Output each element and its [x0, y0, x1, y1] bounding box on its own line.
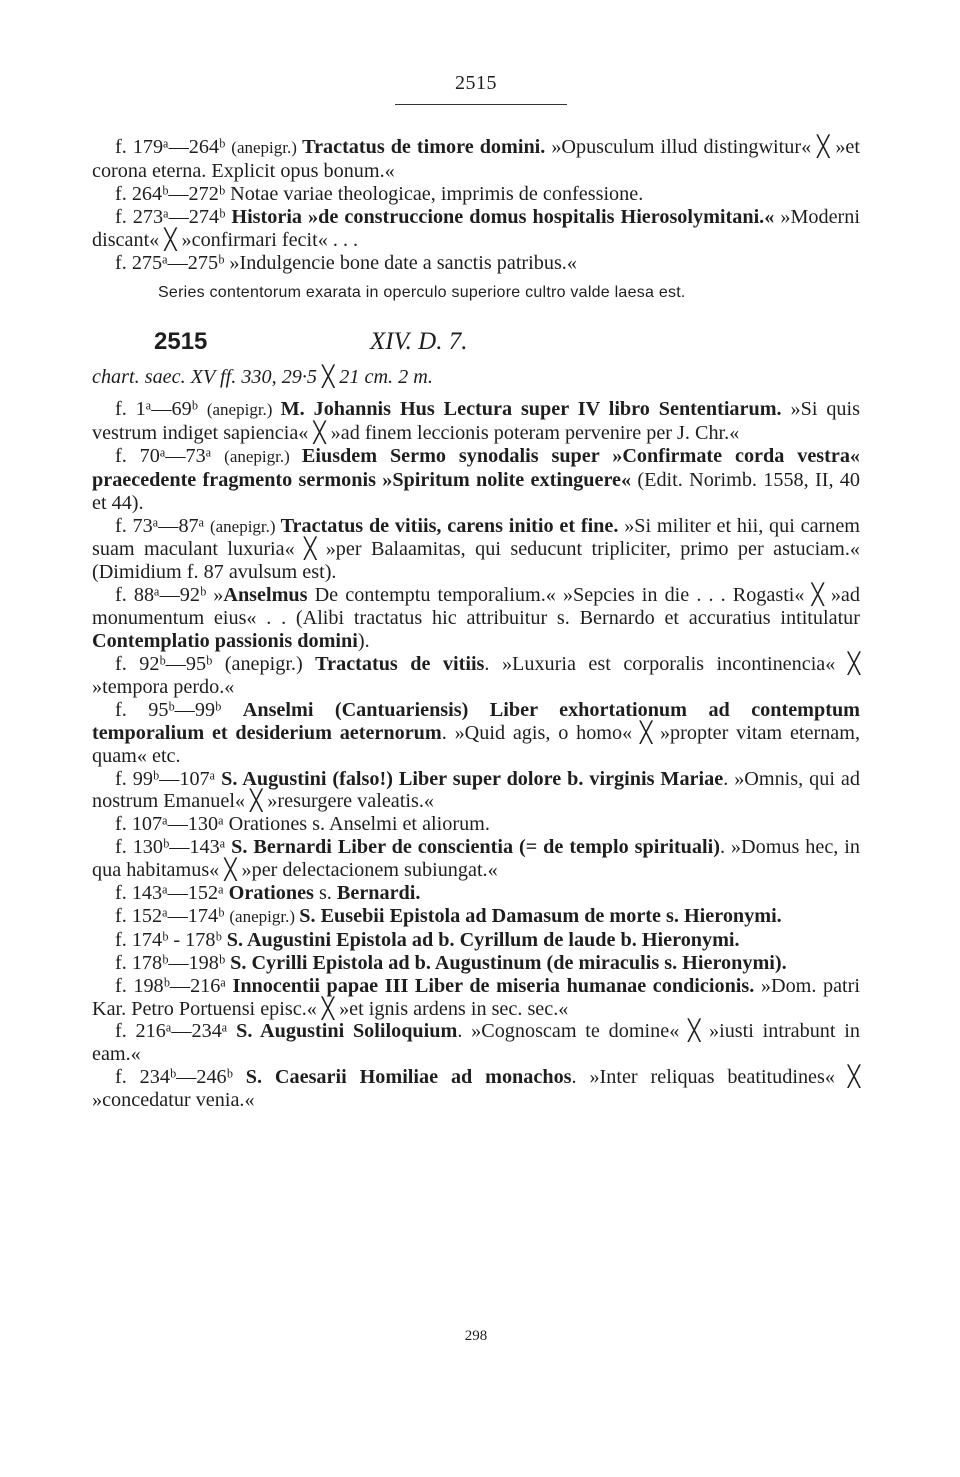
manuscript-signature: XIV. D. 7. [370, 328, 468, 355]
entry-text: f. 275ᵃ—275ᵇ »Indulgencie bone date a sanctis patribus.« [115, 251, 577, 274]
catalogue-entry [92, 445, 860, 515]
entry-text: f. 107ᵃ—130ᵃ Orationes s. Anselmi et aliorum. [115, 813, 490, 836]
entry-text: De contemptu temporalium.« »Sepcies in die . . . Rogasti« ╳ »ad monumentum eius« . . (Alibi tractatus hic attribuitur s. Bernardo et accuratius intitulatur [92, 584, 860, 630]
entry-title: S. Cyrilli Epistola ad b. Augustinum (de miraculis s. Hieronymi). [230, 951, 787, 974]
entry-title: Innocentii papae III Liber de miseria humanae condicionis. [232, 974, 755, 997]
previous-manuscript-contents [92, 136, 860, 274]
catalogue-entry [92, 836, 860, 882]
entry-text: »Si quis vestrum indiget sapiencia« ╳ »ad finem leccionis poteram pervenire per J. Chr.« [92, 398, 860, 444]
head-rule [395, 104, 567, 105]
entry-anepigr: (anepigr.) [229, 906, 300, 926]
manuscript-header [92, 328, 860, 358]
entry-text: s. [313, 882, 337, 905]
entry-text: »Moderni discant« ╳ »confirmari fecit« . . . [92, 205, 860, 251]
catalogue-entry [92, 813, 860, 836]
catalogue-entry [92, 252, 860, 275]
entry-text: . »Inter reliquas beatitudines« ╳ »concedatur venia.« [92, 1066, 860, 1112]
catalogue-entry [92, 1066, 860, 1112]
entry-title: S. Augustini Epistola ad b. Cyrillum de laude b. Hieronymi. [226, 928, 740, 951]
catalogue-entry [92, 975, 860, 1021]
catalogue-entry [92, 515, 860, 585]
manuscript-number: 2515 [154, 328, 208, 355]
entry-text: . »Omnis, qui ad nostrum Emanuel« ╳ »resurgere valeatis.« [92, 767, 860, 813]
entry-title: Bernardi. [336, 882, 421, 905]
entry-title: Tractatus de timore domini. [302, 136, 546, 158]
catalogue-entry [92, 653, 860, 699]
entry-anepigr: (anepigr.) [224, 446, 302, 466]
entry-text: f. 88ᵃ—92ᵇ » [115, 584, 224, 607]
manuscript-contents [92, 398, 860, 1112]
entry-text: (Edit. Norimb. 1558, II, 40 et 44). [92, 468, 860, 514]
entry-text: f. 95ᵇ—99ᵇ [115, 698, 243, 721]
catalogue-entry [92, 929, 860, 952]
entry-text: »Si militer et hii, qui carnem suam maculant luxuria« ╳ »per Balaamitas, qui seducunt tripliciter, primo per astuciam.« (Dimidium f. 87 avulsum est). [92, 514, 861, 584]
entry-text: . »Quid agis, o homo« ╳ »propter vitam eternam, quam« etc. [92, 721, 860, 767]
entry-text: f. 216ᵃ—234ᵃ [115, 1020, 237, 1043]
entry-title: M. Johannis Hus Lectura super IV libro Sententiarum. [280, 398, 782, 420]
running-head: 2515 [455, 72, 497, 94]
entry-text: f. 143ᵃ—152ᵃ [115, 882, 229, 905]
catalogue-entry [92, 584, 860, 653]
entry-title: S. Augustini (falso!) Liber super dolore b. virginis Mariae [221, 767, 724, 790]
entry-text: f. 174ᵇ - 178ᵇ [115, 928, 227, 951]
catalogue-entry [92, 905, 860, 929]
entry-text: f. 130ᵇ—143ᵃ [115, 836, 232, 859]
entry-anepigr: (anepigr.) [209, 516, 281, 536]
entry-text: . »Cognoscam te domine« ╳ »iusti intrabunt in eam.« [92, 1020, 860, 1066]
entry-text: »Dom. patri Kar. Petro Portuensi episc.« ╳ »et ignis ardens in sec. sec.« [92, 974, 861, 1020]
entry-text: f. 99ᵇ—107ᵃ [115, 767, 222, 790]
catalogue-entry [92, 699, 860, 768]
entry-anepigr: (anepigr.) [206, 400, 281, 419]
entry-text: f. 70ᵃ—73ᵃ [115, 444, 225, 467]
entry-title: Contemplatio passionis domini [92, 630, 358, 653]
page-number: 298 [464, 1328, 488, 1344]
catalogue-entry [92, 882, 860, 905]
entry-title: S. Eusebii Epistola ad Damasum de morte s. Hieronymi. [299, 904, 782, 927]
catalogue-entry [92, 768, 860, 814]
entry-title: Orationes [228, 882, 314, 905]
entry-title: Eiusdem Sermo synodalis super »Confirmate corda vestra« praecedente fragmento sermonis »Spiritum nolite extinguere« [92, 444, 861, 491]
entry-title: S. Bernardi Liber de conscientia (= de templo spirituali) [231, 836, 720, 859]
entry-title: Anselmi (Cantuariensis) Liber exhortationum ad contemptum temporalium et desiderium aeternorum [92, 698, 860, 744]
condition-note: Series contentorum exarata in operculo superiore cultro valde laesa est. [158, 284, 686, 301]
catalogue-entry [92, 183, 860, 206]
entry-text: f. 92ᵇ—95ᵇ (anepigr.) [115, 652, 316, 675]
entry-text: f. 273ᵃ—274ᵇ [115, 205, 232, 228]
catalogue-entry [92, 206, 860, 252]
entry-text: »Opusculum illud distingwitur« ╳ »et corona eterna. Explicit opus bonum.« [92, 136, 860, 182]
entry-text: . »Domus hec, in qua habitamus« ╳ »per delectacionem subiungat.« [92, 836, 860, 882]
catalogue-entry [92, 398, 860, 445]
entry-text: f. 198ᵇ—216ᵃ [115, 974, 233, 997]
entry-text: f. 178ᵇ—198ᵇ [115, 951, 231, 974]
entry-title: S. Caesarii Homiliae ad monachos [245, 1066, 572, 1089]
entry-text: f. 152ᵃ—174ᵇ [115, 904, 230, 927]
entry-text: ). [357, 630, 370, 653]
entry-text: . »Luxuria est corporalis incontinencia« ╳ »tempora perdo.« [92, 652, 860, 698]
entry-title: Historia »de construccione domus hospitalis Hierosolymitani.« [231, 205, 775, 228]
manuscript-description: chart. saec. XV ff. 330, 29·5 ╳ 21 cm. 2 m. [92, 366, 433, 388]
entry-text: f. 234ᵇ—246ᵇ [115, 1066, 246, 1089]
catalogue-entry [92, 952, 860, 975]
entry-title: Anselmus [223, 584, 308, 607]
entry-text: f. 73ᵃ—87ᵃ [115, 514, 210, 537]
entry-title: Tractatus de vitiis, carens initio et fine. [280, 514, 619, 537]
catalogue-entry [92, 1020, 860, 1066]
entry-text: f. 179ᵃ—264ᵇ [115, 136, 232, 158]
entry-text: f. 1ᵃ—69ᵇ [115, 398, 207, 420]
entry-anepigr: (anepigr.) [231, 138, 303, 157]
entry-text: f. 264ᵇ—272ᵇ Notae variae theologicae, imprimis de confessione. [115, 182, 644, 205]
entry-title: Tractatus de vitiis [315, 652, 485, 675]
entry-title: S. Augustini Soliloquium [236, 1020, 458, 1043]
catalogue-entry [92, 136, 860, 183]
catalogue-page [92, 0, 860, 1477]
